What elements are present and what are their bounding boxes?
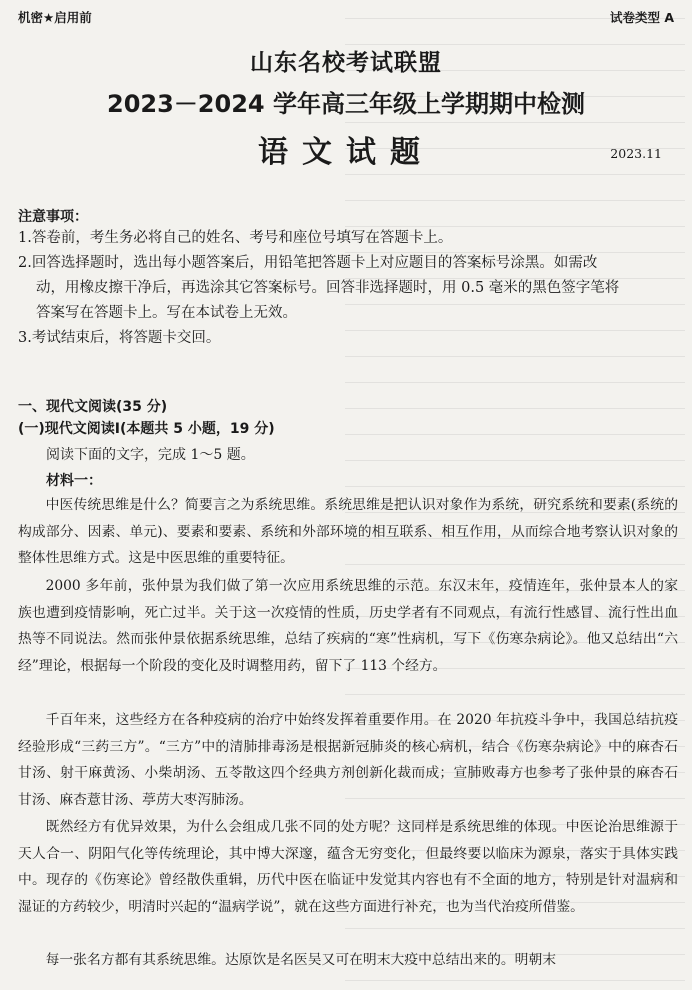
subject-title: 语文试题 bbox=[258, 135, 434, 170]
subsection-heading: (一)现代文阅读Ⅰ(本题共 5 小题，19 分) bbox=[18, 421, 275, 437]
paragraph: 千百年来，这些经方在各种疫病的治疗中始终发挥着重要作用。在 2020 年抗疫斗争中，我国总结抗疫经验形成“三药三方”。“三方”中的清肺排毒汤是根据新冠肺炎的核心病机，结合《伤寒杂病论》中的麻杏石甘汤、射干麻黄汤、小柴胡汤、五苓散这四个经典方剂创新化裁而成；宣肺败毒方也参考了张仲景的麻杏石甘汤、麻杏薏甘汤、葶苈大枣泻肺汤。 bbox=[18, 712, 678, 808]
notice-item: 2.回答选择题时，选出每小题答案后，用铅笔把答题卡上对应题目的答案标号涂黑。如需改 bbox=[18, 255, 598, 271]
exam-title: 2023－2024 学年高三年级上学期期中检测 bbox=[107, 90, 585, 118]
notice-item: 3.考试结束后，将答题卡交回。 bbox=[18, 330, 221, 346]
material-label: 材料一： bbox=[46, 473, 102, 489]
paper-type-label: 试卷类型 A bbox=[609, 10, 674, 25]
reading-instruction: 阅读下面的文字，完成 1～5 题。 bbox=[46, 447, 255, 463]
paragraph: 每一张名方都有其系统思维。达原饮是名医吴又可在明末大疫中总结出来的。明朝末 bbox=[45, 952, 557, 968]
confidential-label: 机密★启用前 bbox=[18, 10, 92, 25]
notice-item: 答案写在答题卡上。写在本试卷上无效。 bbox=[36, 305, 297, 321]
notice-list bbox=[18, 226, 678, 351]
top-header bbox=[18, 8, 674, 28]
paragraph: 2000 多年前，张仲景为我们做了第一次应用系统思维的示范。东汉末年，疫情连年，张仲景本人的家族也遭到疫情影响，死亡过半。关于这一次疫情的性质，历史学者有不同观点，有流行性感冒、流行性出血热等不同说法。然而张仲景依据系统思维，总结了疾病的“寒”性病机，写下《伤寒杂病论》。他又总结出“六经”理论，根据每一个阶段的变化及时调整用药，留下了 113 个经方。 bbox=[18, 578, 678, 674]
notice-heading: 注意事项： bbox=[18, 209, 88, 225]
notice-item: 1.答卷前，考生务必将自己的姓名、考号和座位号填写在答题卡上。 bbox=[18, 230, 453, 246]
exam-date: 2023.11 bbox=[610, 146, 662, 161]
paragraph: 中医传统思维是什么？简要言之为系统思维。系统思维是把认识对象作为系统，研究系统和要素(系统的构成部分、因素、单元)、要素和要素、系统和外部环境的相互联系、相互作用，从而综合地考察认识对象的整体性思维方式。这是中医思维的重要特征。 bbox=[18, 497, 678, 566]
paragraph: 既然经方有优异效果，为什么会组成几张不同的处方呢？这同样是系统思维的体现。中医论治思维源于天人合一、阴阳气化等传统理论，其中博大深邃，蕴含无穷变化，但最终要以临床为源泉，落实于具体实践中。现存的《伤寒论》曾经散佚重辑，历代中医在临证中发觉其内容也有不全面的地方，特别是针对温病和湿证的方药较少，明清时兴起的“温病学说”，就在这些方面进行补充，也为当代治疫所借鉴。 bbox=[18, 819, 678, 915]
section-heading: 一、现代文阅读(35 分) bbox=[18, 399, 168, 415]
notice-item: 动，用橡皮擦干净后，再选涂其它答案标号。回答非选择题时，用 0.5 毫米的黑色签字笔将 bbox=[36, 280, 620, 296]
organizer-title: 山东名校考试联盟 bbox=[250, 50, 442, 76]
